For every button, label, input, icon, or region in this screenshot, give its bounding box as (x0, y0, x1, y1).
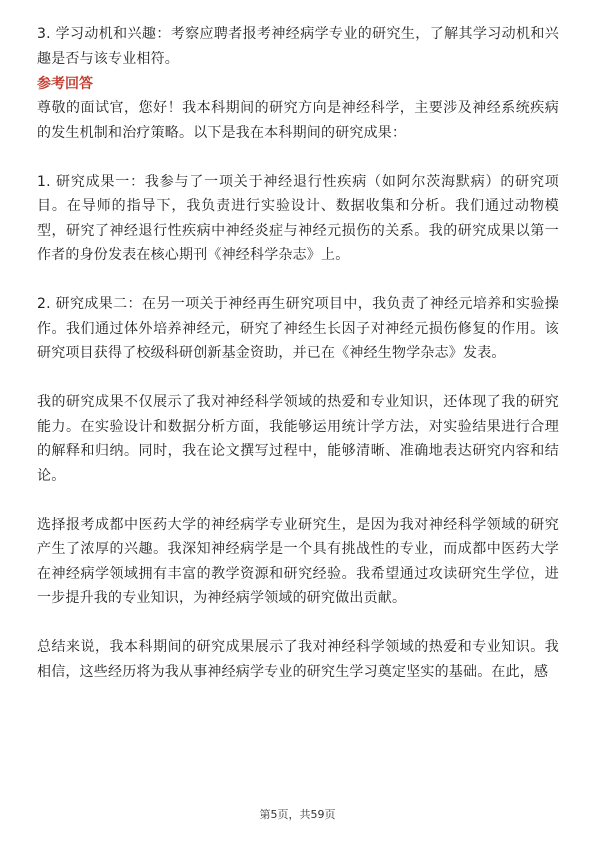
answer-heading: 参考回答 (37, 76, 93, 92)
paragraph-abilities: 我的研究成果不仅展示了我对神经科学领域的热爱和专业知识，还体现了我的研究能力。在实验设计和数据分析方面，我能够运用统计学方法，对实验结果进行合理的解释和归纳。同时，我在论文撰写过程中，能够清晰、准确地表达研究内容和结论。 (37, 394, 559, 484)
document-body (37, 22, 559, 684)
paragraph-result-two: 2. 研究成果二：在另一项关于神经再生研究项目中，我负责了神经元培养和实验操作。我们通过体外培养神经元，研究了神经生长因子对神经元损伤修复的作用。该研究项目获得了校级科研创新基金资助，并已在《神经生物学杂志》发表。 (37, 296, 559, 361)
page-number-footer: 第5页，共59页 (259, 808, 336, 821)
paragraph-summary: 总结来说，我本科期间的研究成果展示了我对神经科学领域的热爱和专业知识。我相信，这些经历将为我从事神经病学专业的研究生学习奠定坚实的基础。在此，感 (37, 639, 559, 680)
intro-question: 3. 学习动机和兴趣：考察应聘者报考神经病学专业的研究生，了解其学习动机和兴趣是否与该专业相符。 (37, 26, 559, 67)
paragraph-greeting: 尊敬的面试官，您好！我本科期间的研究方向是神经科学，主要涉及神经系统疾病的发生机制和治疗策略。以下是我在本科期间的研究成果： (37, 100, 559, 141)
paragraph-result-one: 1. 研究成果一：我参与了一项关于神经退行性疾病（如阿尔茨海默病）的研究项目。在导师的指导下，我负责进行实验设计、数据收集和分析。我们通过动物模型，研究了神经退行性疾病中神经炎症与神经元损伤的关系。我的研究成果以第一作者的身份发表在核心期刊《神经科学杂志》上。 (37, 173, 559, 263)
paragraph-motivation: 选择报考成都中医药大学的神经病学专业研究生，是因为我对神经科学领域的研究产生了浓厚的兴趣。我深知神经病学是一个具有挑战性的专业，而成都中医药大学在神经病学领域拥有丰富的教学资源和研究经验。我希望通过攻读研究生学位，进一步提升我的专业知识，为神经病学领域的研究做出贡献。 (37, 516, 559, 606)
